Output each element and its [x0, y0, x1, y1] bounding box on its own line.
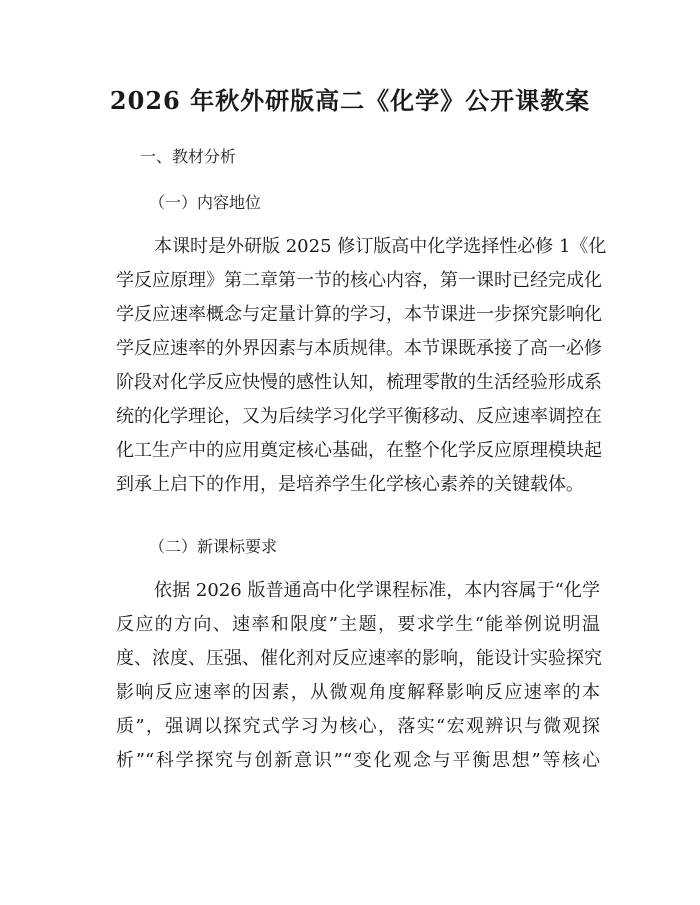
document-title: 2026 年秋外研版高二《化学》公开课教案 — [109, 86, 591, 115]
paragraph-line: 阶段对化学反应快慢的感性认知，梳理零散的生活经验形成系 — [116, 372, 602, 393]
subsection-heading-new-curriculum: （二）新课标要求 — [149, 537, 278, 556]
paragraph-line: 度、浓度、压强、催化剂对反应速率的影响，能设计实验探究 — [116, 648, 602, 669]
paragraph-line: 析”“科学探究与创新意识”“变化观念与平衡思想”等核心 — [116, 750, 600, 771]
section-heading-textbook-analysis: 一、教材分析 — [140, 147, 237, 166]
paragraph-new-curriculum — [116, 574, 600, 778]
paragraph-line: 统的化学理论，又为后续学习化学平衡移动、反应速率调控在 — [116, 406, 602, 427]
paragraph-line: 本课时是外研版 2025 修订版高中化学选择性必修 1《化 — [154, 236, 607, 257]
paragraph-line: 到承上启下的作用，是培养学生化学核心素养的关键载体。 — [116, 474, 584, 495]
paragraph-line: 反应的方向、速率和限度”主题，要求学生“能举例说明温 — [116, 614, 600, 635]
paragraph-line: 化工生产中的应用奠定核心基础，在整个化学反应原理模块起 — [116, 440, 602, 461]
paragraph-line: 学反应原理》第二章第一节的核心内容，第一课时已经完成化 — [116, 270, 602, 291]
subsection-heading-content-position: （一）内容地位 — [149, 193, 262, 212]
paragraph-line: 质”，强调以探究式学习为核心，落实“宏观辨识与微观探 — [116, 716, 600, 737]
paragraph-line: 影响反应速率的因素，从微观角度解释影响反应速率的本 — [116, 682, 600, 703]
paragraph-line: 学反应速率概念与定量计算的学习，本节课进一步探究影响化 — [116, 304, 602, 325]
paragraph-line: 学反应速率的外界因素与本质规律。本节课既承接了高一必修 — [116, 338, 602, 359]
paragraph-content-position — [116, 230, 607, 502]
paragraph-line: 依据 2026 版普通高中化学课程标准，本内容属于“化学 — [154, 580, 600, 601]
